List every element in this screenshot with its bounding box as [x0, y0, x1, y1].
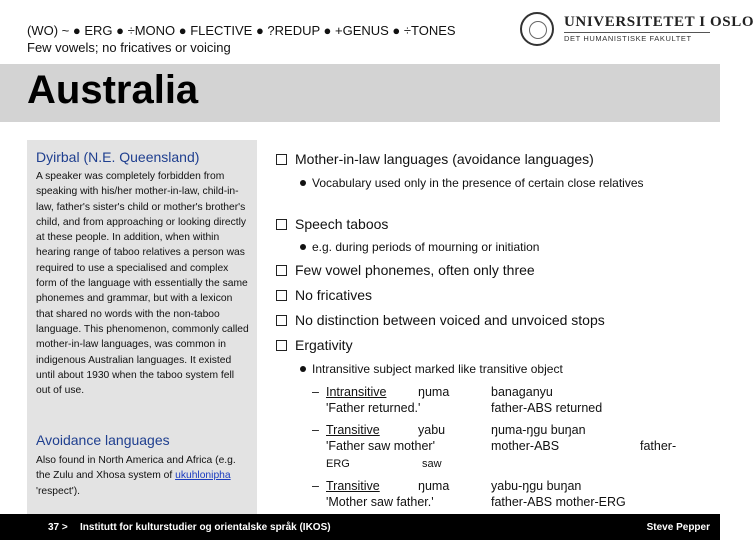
bullet-list — [276, 0, 716, 540]
page-number: 37 > — [48, 522, 68, 533]
example-1-dash: – — [312, 385, 319, 399]
footer-bar — [0, 514, 720, 540]
example-2-word: yabu — [418, 423, 446, 437]
ukuhlonipha-link[interactable]: ukuhlonipha — [175, 470, 231, 482]
example-3-dash: – — [312, 479, 319, 493]
example-2-saw: saw — [422, 458, 442, 470]
example-2-erg: ERG — [326, 458, 350, 470]
example-2-gloss: mother-ABS — [491, 439, 560, 453]
bullet-speech-taboos: Speech taboos — [276, 216, 388, 232]
sub-bullet-vocabulary: Vocabulary used only in the presence of certain close relatives — [312, 175, 692, 191]
example-1-translation: 'Father returned.' — [326, 401, 421, 415]
example-2-label: Transitive — [326, 423, 380, 437]
checkbox-icon — [276, 315, 287, 326]
left-panel — [27, 140, 257, 525]
institute-name: Institutt for kulturstudier og orientalske språk (IKOS) — [80, 522, 331, 533]
avoidance-text — [36, 453, 251, 499]
sub-bullet-mourning: e.g. during periods of mourning or initiation — [312, 240, 540, 254]
logo-name: UNIVERSITETET I OSLO — [564, 14, 754, 30]
bullet-fricatives: No fricatives — [276, 287, 372, 303]
example-2-gloss-cont: father- — [640, 439, 677, 453]
example-2-form: ŋuma-ŋgu buŋan — [491, 423, 586, 437]
example-3-gloss: father-ABS mother-ERG — [491, 495, 626, 509]
example-3-word: ŋuma — [418, 479, 450, 493]
example-1-label: Intransitive — [326, 385, 387, 399]
example-2-dash: – — [312, 423, 319, 437]
example-1-form: banaganyu — [491, 385, 553, 399]
slide-title: Australia — [27, 68, 199, 112]
example-1-word: ŋuma — [418, 385, 450, 399]
example-3-form: yabu-ŋgu buŋan — [491, 479, 582, 493]
bullet-mother-in-law: Mother-in-law languages (avoidance languages) — [276, 151, 594, 167]
avoidance-heading: Avoidance languages — [36, 432, 170, 448]
checkbox-icon — [276, 340, 287, 351]
bullet-ergativity: Ergativity — [276, 337, 353, 353]
bullet-vowels: Few vowel phonemes, often only three — [276, 262, 535, 278]
example-3-translation: 'Mother saw father.' — [326, 495, 434, 509]
avoidance-text-suffix: 'respect'). — [36, 485, 80, 497]
checkbox-icon — [276, 290, 287, 301]
logo-subtitle: DET HUMANISTISKE FAKULTET — [564, 34, 692, 43]
avoidance-text-prefix: Also found in North America and Africa (e.g. the Zulu and Xhosa system of — [36, 455, 236, 482]
dyirbal-text: A speaker was completely forbidden from speaking with his/her mother-in-law, child-in-law, father's sister's child or mother's brother's child, and from approaching or looking directly at these people. In addition, when within hearing range of taboo relatives a person was required to use a specialised and complex form of the language with essentially the same phonemes and grammar, but with a lexicon that shared no words with the non-taboo language. This phenomenon, commonly called mother-in-law languages, was common in indigenous Australian languages. It existed until about 1930 when the taboo system fell out of use. — [36, 171, 249, 397]
author-name: Steve Pepper — [646, 522, 710, 533]
checkbox-icon — [276, 219, 287, 230]
example-1-gloss: father-ABS returned — [491, 401, 603, 415]
summary-line: Few vowels; no fricatives or voicing — [27, 40, 231, 55]
checkbox-icon — [276, 265, 287, 276]
bullet-voicing: No distinction between voiced and unvoiced stops — [276, 312, 605, 328]
dyirbal-heading: Dyirbal (N.E. Queensland) — [36, 149, 200, 165]
sub-bullet-intransitive: Intransitive subject marked like transitive object — [312, 362, 563, 376]
example-3-label: Transitive — [326, 479, 380, 493]
checkbox-icon — [276, 154, 287, 165]
example-2-translation: 'Father saw mother' — [326, 439, 435, 453]
feature-line: (WO) ~ ● ERG ● ÷MONO ● FLECTIVE ● ?REDUP ● +GENUS ● ÷TONES — [27, 23, 456, 38]
